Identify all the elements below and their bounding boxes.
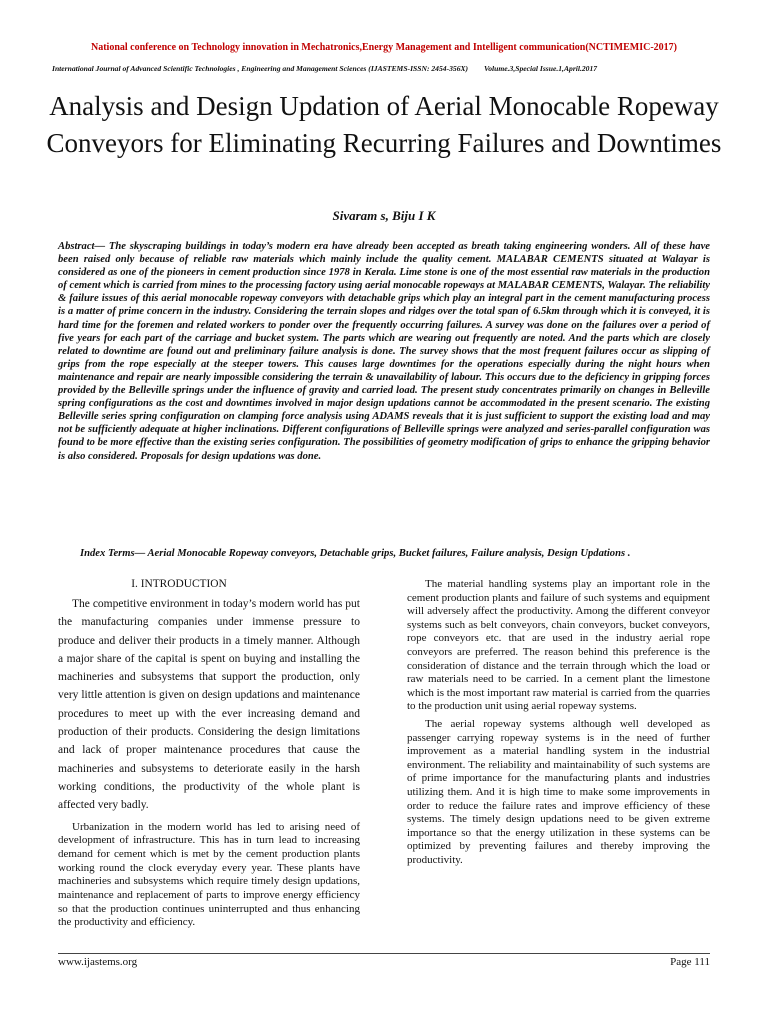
abstract [58,240,710,463]
journal-volume: Volume.3,Special Issue.1,April.2017 [484,64,598,73]
footer-website: www.ijastems.org [58,956,138,968]
intro-paragraph-2: Urbanization in the modern world has led to arising need of development of infrastructure. This has in turn lead to increasing demand for cement which is met by the cement production plants working round the clock everyday every year. These plants have machineries and subsystems which require timely design updations, maintenance and replacement of parts to improve energy efficiency so that the production continues uninterrupted and thus enhancing the productivity and efficiency. [58,820,360,929]
paper-authors: Sivaram s, Biju I K [332,208,436,223]
section-heading: I. INTRODUCTION [131,578,227,590]
abstract-lead: Abstract— [58,241,106,252]
page-number: Page 111 [670,956,710,968]
journal-name: International Journal of Advanced Scientific Technologies , Engineering and Management Sciences (IJASTEMS-ISSN: 2454-356X) [52,64,469,73]
intro-paragraph-1: The competitive environment in today’s modern world has put the manufacturing companies under immense pressure to produce and deliver their products in a timely manner. Although a major share of the capital is spent on buying and installing the machineries and subsystems that support the production, only very little attention is given on design updations and maintenance procedures to meet up with the ever increasing demand and production of their products. Considering the design limitations and lack of proper maintenance procedures that cause the machineries and subsystems to deteriorate easily in the harsh working conditions, the productivity of the whole plant is affected very badly. [58,598,360,812]
intro-paragraph-4: The aerial ropeway systems although well developed as passenger carrying ropeway systems is in the need of further improvement as a material handling system in the industrial environment. The reliability and maintainability of such systems are of prime importance for the manufacturing plants and industries utilizing them. And it is high time to make some improvements in order to reduce the failure rates and improve efficiency of these systems. The timely design updations need to be given extreme importance so that the energy utilization in these systems can be optimized by preventing failures and thereby improving the productivity. [407,717,710,866]
conference-header: National conference on Technology innovation in Mechatronics,Energy Management and Intelligent communication(NCTIMEMIC-2017) [90,42,677,53]
paper-title: Analysis and Design Updation of Aerial Monocable Ropeway Conveyors for Eliminating Recurring Failures and Downtimes [46,91,722,158]
left-column [58,578,360,930]
intro-paragraph-3: The material handling systems play an important role in the cement production plants and failure of such systems and equipment will adversely affect the productivity. Among the different conveyor systems such as belt conveyors, chain conveyors, bucket conveyors, rope conveyors etc. that are used in the industry aerial rope conveyors are preferred. The reason behind this preference is the consideration of distance and the terrain through which the load or raw materials need to be carried. In a cement plant the limestone which is the most important raw material is carried from the quarries to the production unit using aerial ropeway systems. [407,578,710,713]
abstract-text: The skyscraping buildings in today’s modern era have already been accepted as breath taking engineering wonders. All of these have been raised only because of reliable raw materials which mainly include the quality cement. MALABAR CEMENTS situated at Walayar is considered as one of the pioneers in cement production since 1978 in Kerala. Lime stone is one of the most essential raw materials in the production of cement which is carried from mines to the processing factory using aerial monocable ropeways at MALABAR CEMENTS, Walayar. The reliability & failure issues of this aerial monocable ropeway conveyors with detachable grips which play an integral part in the cement manufacturing process is a matter of prime concern in the industry. Considering the terrain slopes and ridges over the total span of 6.5km through which it is conveyed, it is hard time for the foremen and related workers to ponder over the frequently occurring failures. A survey was done on the failures over a period of five years for each part of the carriage and bucket system. The parts which are wearing out frequently are noted. And the parts which are closely related to downtime are found out and preliminary failure analysis is done. The survey shows that the most frequent failures occur as slipping of grips from the rope especially at the steeper towers. This causes large downtimes for the operations especially during the night hours when maintenance and repair are nearly impossible considering the terrain & unavailability of labour. This occurs due to the deficiency in gripping forces provided by the Belleville springs under the influence of gravity and carried load. The present study concentrates primarily on changes in Belleville spring configurations as the cost and downtimes involved in major design updations cannot be accommodated in the present scenario. The existing Belleville series spring configuration on clamping force analysis using ADAMS reveals that it is just sufficient to support the existing load and may not be sufficiently adequate at higher inclinations. Different configurations of Belleville springs were analyzed and series-parallel configuration was found to be more effective than the existing series configuration. The possibilities of geometry modification of grips to enhance the gripping behavior is also considered. Proposals for design updations was done. [58,241,710,462]
page-footer [58,953,710,968]
index-terms: Index Terms— Aerial Monocable Ropeway conveyors, Detachable grips, Bucket failures, Failure analysis, Design Updations . [80,548,631,559]
journal-header [52,64,732,73]
right-column [407,578,710,867]
